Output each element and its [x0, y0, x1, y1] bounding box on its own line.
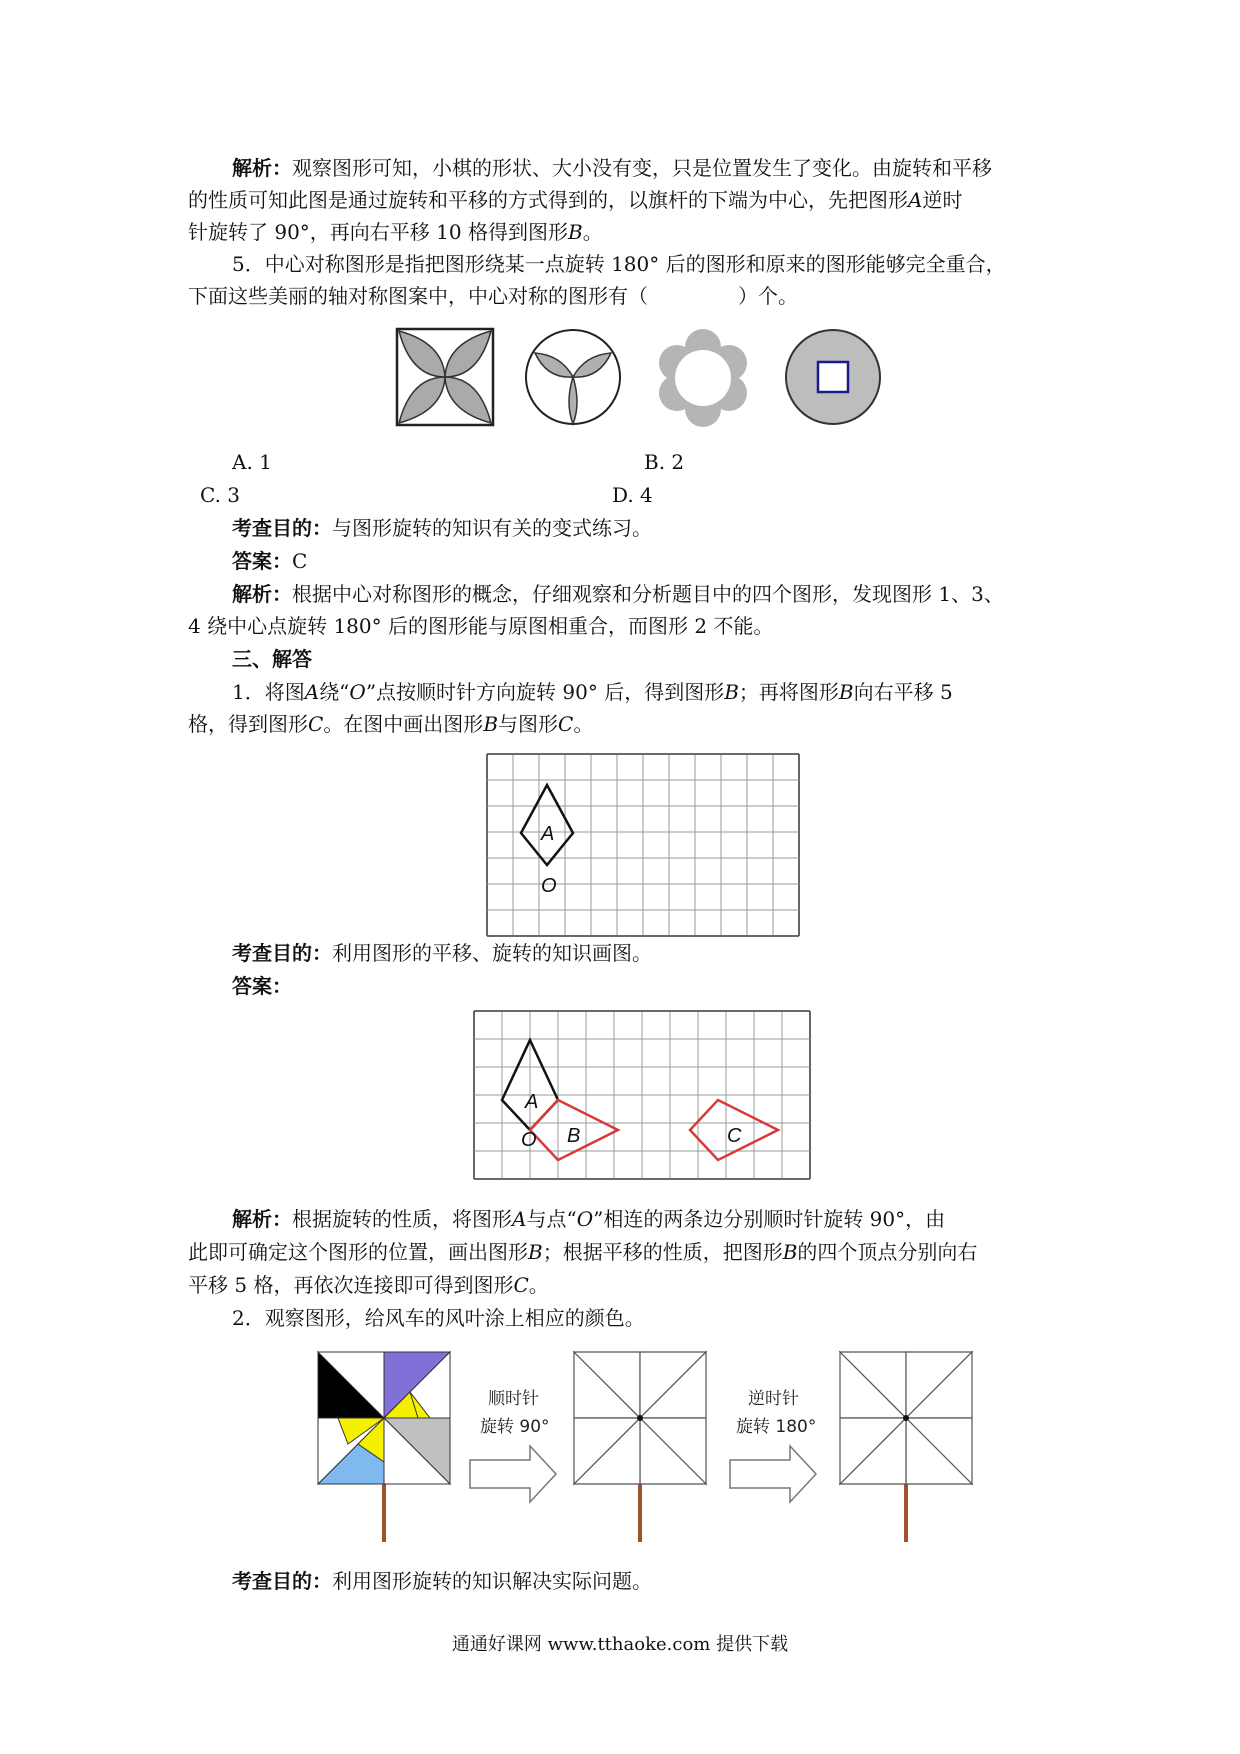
text: 下面这些美丽的轴对称图案中，中心对称的图形有（ — [188, 284, 648, 308]
figure-3-flower — [659, 329, 747, 427]
question-grid — [487, 754, 799, 926]
arrow-counterclockwise-180 — [730, 1389, 816, 1502]
answer-grid — [473, 1010, 813, 1198]
windmill-blank-2 — [840, 1352, 972, 1542]
text: C — [513, 1273, 529, 1297]
q1-analysis-3 — [188, 1269, 1068, 1301]
text: 观察图形可知，小棋的形状、大小没有变，只是位置发生了变化。由旋转和平移 — [292, 156, 992, 180]
text: ”点按顺时针方向旋转 90° 后，得到图形 — [365, 680, 725, 704]
q5-purpose — [232, 512, 1112, 544]
text: 1．将图 — [232, 680, 305, 704]
purpose-label: 考查目的： — [232, 1569, 332, 1593]
analysis-line-1 — [232, 152, 1112, 184]
q5-analysis-1 — [232, 578, 1112, 610]
arrow-label-1: 顺时针 — [488, 1389, 539, 1409]
text: B — [838, 680, 854, 704]
option-b: B. 2 — [644, 450, 685, 474]
text: 平移 5 格，再依次连接即可得到图形 — [188, 1273, 514, 1297]
symmetric-figures — [395, 325, 905, 435]
text: 针旋转了 90°，再向右平移 10 格得到图形 — [188, 220, 568, 244]
q5-analysis-2 — [188, 610, 1068, 642]
text: ”相连的两条边分别顺时针旋转 90°，由 — [593, 1207, 946, 1231]
label-b: B — [567, 1125, 581, 1147]
right-arrow-icon — [470, 1446, 556, 1502]
text: O — [349, 680, 366, 704]
text: 与图形 — [498, 712, 559, 736]
answer-label: 答案： — [232, 549, 292, 573]
text: 5．中心对称图形是指把图形绕某一点旋转 180° 后的图形和原来的图形能够完全重合， — [232, 252, 1006, 276]
analysis-label: 解析： — [232, 156, 292, 180]
text: B — [724, 680, 739, 704]
text: 与点“ — [526, 1207, 577, 1231]
option-d: D. 4 — [612, 483, 653, 507]
label-o: O — [521, 1129, 537, 1151]
text: 的四个顶点分别向右 — [797, 1240, 978, 1264]
text: ；再将图形 — [738, 680, 839, 704]
label-a: A — [525, 1091, 539, 1113]
label-c: C — [727, 1125, 742, 1147]
text: B — [483, 712, 499, 736]
q5-answer — [232, 545, 1112, 577]
text: A — [512, 1207, 527, 1231]
purpose-label: 考查目的： — [232, 516, 332, 540]
text: 。在图中画出图形 — [323, 712, 484, 736]
text: 逆时 — [922, 188, 963, 212]
right-arrow-icon — [730, 1446, 816, 1502]
figure-4-coin — [786, 330, 880, 424]
answer-label: 答案： — [232, 974, 292, 998]
text: A — [304, 680, 320, 704]
section-title: 三、解答 — [232, 647, 312, 671]
text: 根据中心对称图形的概念，仔细观察和分析题目中的四个图形，发现图形 1、3、 — [292, 582, 1004, 606]
page-footer: 通通好课网 www.tthaoke.com 提供下载 — [451, 1634, 789, 1655]
text: 向右平移 5 — [853, 680, 953, 704]
option-a: A. 1 — [232, 450, 272, 474]
q1-answer — [232, 970, 1112, 1002]
text: 与图形旋转的知识有关的变式练习。 — [332, 516, 652, 540]
text: ；根据平移的性质，把图形 — [542, 1240, 783, 1264]
text: ）个。 — [738, 284, 798, 308]
analysis-label: 解析： — [232, 1207, 292, 1231]
figure-2-circle-three-petals — [526, 330, 620, 424]
q1-line-1 — [232, 676, 1112, 708]
arrow-clockwise-90 — [470, 1389, 556, 1502]
label-o: O — [541, 875, 557, 897]
q2-line-1 — [232, 1302, 1112, 1334]
text: 绕“ — [319, 680, 350, 704]
arrow-label-2: 旋转 90° — [480, 1417, 550, 1437]
text: A — [908, 188, 923, 212]
analysis-line-2 — [188, 184, 1068, 216]
option-c: C. 3 — [200, 483, 241, 507]
text: 。 — [528, 1273, 549, 1297]
text: 2．观察图形，给风车的风叶涂上相应的颜色。 — [232, 1306, 645, 1330]
question-5-line-2 — [188, 280, 1068, 312]
text: B — [782, 1240, 798, 1264]
arrow-label-1: 逆时针 — [748, 1389, 799, 1409]
q1-purpose — [232, 937, 1112, 969]
text: 利用图形旋转的知识解决实际问题。 — [332, 1569, 652, 1593]
purpose-label: 考查目的： — [232, 941, 332, 965]
figure-1-square-petals — [397, 329, 493, 425]
text: B — [528, 1240, 543, 1264]
answer-value: C — [292, 549, 308, 573]
text: 。 — [573, 712, 594, 736]
text: B — [567, 220, 583, 244]
text: 。 — [582, 220, 603, 244]
grid-lines — [487, 754, 799, 936]
text: 根据旋转的性质，将图形 — [292, 1207, 512, 1231]
windmill-colored — [318, 1352, 450, 1542]
text: 利用图形的平移、旋转的知识画图。 — [332, 941, 652, 965]
windmill-blank-1 — [574, 1352, 706, 1542]
label-a: A — [541, 823, 555, 845]
text: 4 绕中心点旋转 180° 后的图形能与原图相重合，而图形 2 不能。 — [188, 614, 774, 638]
q1-analysis-2 — [188, 1236, 1068, 1268]
windmill-figure — [310, 1344, 990, 1544]
q1-line-2 — [188, 708, 1068, 740]
text: 此即可确定这个图形的位置，画出图形 — [188, 1240, 528, 1264]
text: C — [558, 712, 574, 736]
q2-purpose — [232, 1565, 1112, 1597]
text: O — [576, 1207, 594, 1231]
text: C — [308, 712, 324, 736]
arrow-label-2: 旋转 180° — [736, 1417, 817, 1437]
text: 的性质可知此图是通过旋转和平移的方式得到的，以旗杆的下端为中心，先把图形 — [188, 188, 908, 212]
q1-analysis-1 — [232, 1203, 1112, 1235]
text: 格，得到图形 — [188, 712, 308, 736]
analysis-line-3 — [188, 216, 1068, 248]
analysis-label: 解析： — [232, 582, 292, 606]
question-5-line-1 — [232, 248, 1112, 280]
